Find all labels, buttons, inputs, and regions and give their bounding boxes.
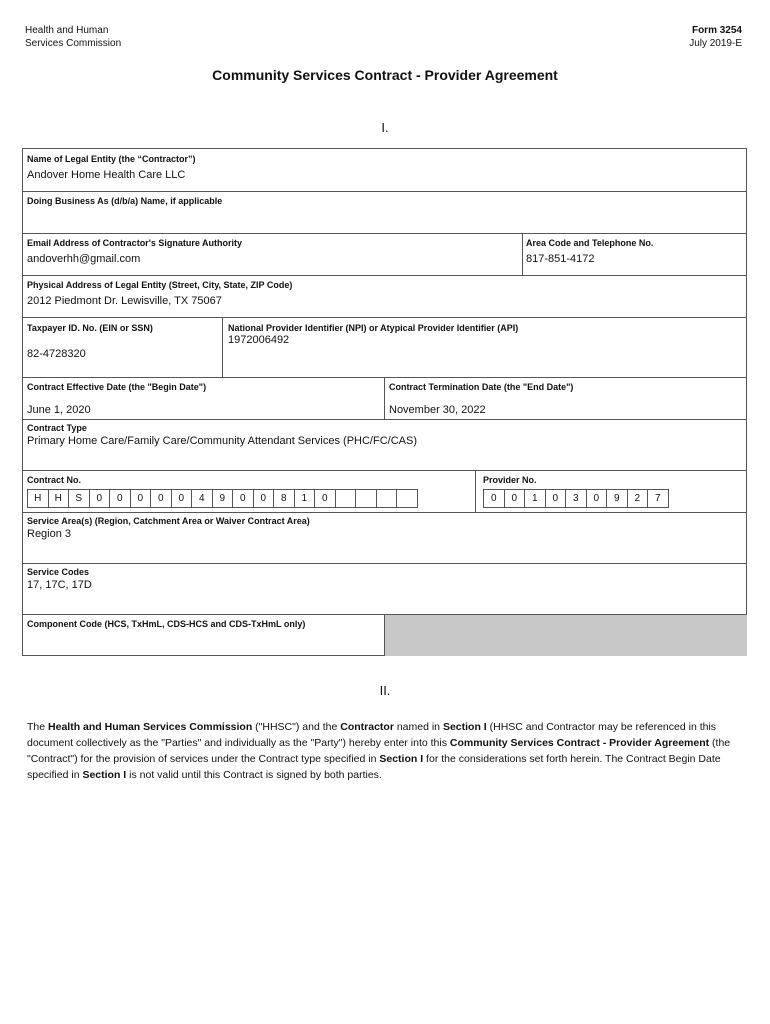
char-box[interactable]: 7 — [647, 489, 669, 508]
char-box[interactable]: 0 — [150, 489, 172, 508]
char-box[interactable] — [355, 489, 377, 508]
phone-field[interactable]: 817-851-4172 — [526, 253, 595, 265]
agreement-paragraph — [27, 719, 743, 783]
page-title: Community Services Contract - Provider Agreement — [212, 67, 558, 83]
begin-date-label: Contract Effective Date (the "Begin Date") — [27, 382, 207, 392]
row-divider — [23, 191, 746, 192]
para-bold: Contractor — [340, 721, 394, 733]
email-field[interactable]: andoverhh@gmail.com — [27, 253, 141, 265]
col-divider — [475, 470, 476, 512]
para-text: (HHSC and Contractor may be referenced in this document collectively as the "Parties" and individually as the "Party") hereby enter into this — [27, 721, 717, 749]
char-box[interactable]: 1 — [294, 489, 316, 508]
char-box[interactable]: 0 — [586, 489, 608, 508]
char-box[interactable]: 0 — [504, 489, 526, 508]
char-box[interactable]: 0 — [483, 489, 505, 508]
section-1-heading: I. — [381, 120, 389, 135]
provider-info-form — [22, 148, 747, 656]
char-box[interactable] — [376, 489, 398, 508]
row-divider — [23, 275, 746, 276]
char-box[interactable]: S — [68, 489, 90, 508]
char-box[interactable]: 2 — [627, 489, 649, 508]
para-text: is not valid until this Contract is signed by both parties. — [126, 769, 382, 781]
para-text: The — [27, 721, 49, 733]
component-code-label: Component Code (HCS, TxHmL, CDS-HCS and CDS-TxHmL only) — [27, 619, 306, 629]
col-divider — [222, 317, 223, 377]
phone-label: Area Code and Telephone No. — [526, 238, 654, 248]
para-bold: Section I — [442, 721, 487, 733]
section-2-heading: II. — [379, 683, 391, 698]
email-label: Email Address of Contractor's Signature Authority — [27, 238, 243, 248]
row-divider — [23, 512, 746, 513]
char-box[interactable]: 0 — [545, 489, 567, 508]
char-box[interactable]: H — [48, 489, 70, 508]
address-field[interactable]: 2012 Piedmont Dr. Lewisville, TX 75067 — [27, 295, 222, 307]
row-divider — [23, 419, 746, 420]
component-code-field[interactable] — [385, 615, 747, 656]
char-box[interactable]: 0 — [109, 489, 131, 508]
provider-no-boxes — [483, 489, 668, 508]
end-date-field[interactable]: November 30, 2022 — [389, 404, 486, 416]
address-label: Physical Address of Legal Entity (Street, City, State, ZIP Code) — [27, 280, 293, 290]
agency-name — [25, 24, 121, 50]
agency-line-1: Health and Human — [25, 25, 109, 36]
para-bold: Health and Human Services Commission — [48, 721, 253, 733]
npi-field[interactable]: 1972006492 — [228, 334, 290, 346]
legal-entity-field[interactable]: Andover Home Health Care LLC — [27, 169, 186, 181]
char-box[interactable]: 9 — [212, 489, 234, 508]
service-codes-label: Service Codes — [27, 567, 90, 577]
para-bold: Community Services Contract - Provider Agreement — [449, 737, 710, 749]
char-box[interactable]: 0 — [171, 489, 193, 508]
char-box[interactable]: 8 — [273, 489, 295, 508]
service-area-label: Service Area(s) (Region, Catchment Area or Waiver Contract Area) — [27, 516, 310, 526]
char-box[interactable]: 9 — [606, 489, 628, 508]
contract-no-label: Contract No. — [27, 475, 81, 485]
col-divider — [522, 233, 523, 275]
form-number: Form 3254 — [691, 25, 742, 36]
taxpayer-field[interactable]: 82-4728320 — [27, 348, 86, 360]
row-divider — [23, 563, 746, 564]
char-box[interactable] — [335, 489, 357, 508]
begin-date-field[interactable]: June 1, 2020 — [27, 404, 91, 416]
para-text: ("HHSC") and the — [252, 721, 341, 733]
taxpayer-label: Taxpayer ID. No. (EIN or SSN) — [27, 323, 153, 333]
legal-entity-label: Name of Legal Entity (the “Contractor”) — [27, 154, 196, 164]
char-box[interactable]: 0 — [130, 489, 152, 508]
provider-no-label: Provider No. — [483, 475, 537, 485]
char-box[interactable]: H — [27, 489, 49, 508]
dba-label: Doing Business As (d/b/a) Name, if applicable — [27, 196, 223, 206]
row-divider — [23, 470, 746, 471]
para-text: named in — [393, 721, 443, 733]
form-id — [689, 24, 742, 50]
col-divider — [384, 377, 385, 419]
npi-label: National Provider Identifier (NPI) or Atypical Provider Identifier (API) — [228, 323, 519, 333]
char-box[interactable]: 1 — [524, 489, 546, 508]
service-area-field[interactable]: Region 3 — [27, 528, 72, 540]
para-bold: Section I — [379, 753, 424, 765]
para-bold: Section I — [82, 769, 127, 781]
char-box[interactable]: 4 — [191, 489, 213, 508]
row-divider — [23, 317, 746, 318]
char-box[interactable]: 0 — [253, 489, 275, 508]
row-divider — [23, 233, 746, 234]
contract-type-field[interactable]: Primary Home Care/Family Care/Community Attendant Services (PHC/FC/CAS) — [27, 435, 417, 447]
contract-type-label: Contract Type — [27, 423, 87, 433]
char-box[interactable]: 0 — [89, 489, 111, 508]
agency-line-2: Services Commission — [25, 38, 122, 49]
service-codes-field[interactable]: 17, 17C, 17D — [27, 579, 92, 591]
char-box[interactable] — [396, 489, 418, 508]
end-date-label: Contract Termination Date (the "End Date") — [389, 382, 574, 392]
char-box[interactable]: 0 — [314, 489, 336, 508]
para-text: for the considerations set forth herein. The Contract Begin Date specified in — [27, 753, 721, 781]
para-text: (the "Contract") for the provision of services under the Contract type specified in — [27, 737, 731, 765]
char-box[interactable]: 3 — [565, 489, 587, 508]
form-date: July 2019-E — [689, 38, 742, 49]
contract-no-boxes — [27, 489, 417, 508]
char-box[interactable]: 0 — [232, 489, 254, 508]
